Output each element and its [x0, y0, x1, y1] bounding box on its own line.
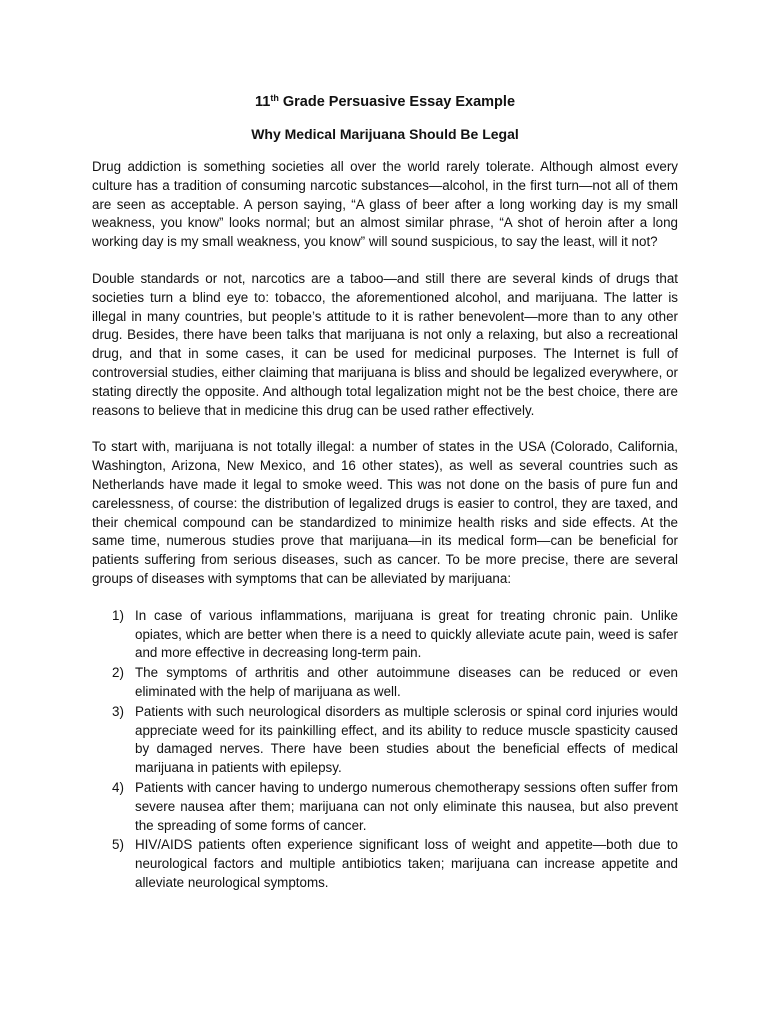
title-superscript: th: [270, 93, 279, 103]
list-item-text: The symptoms of arthritis and other autoimmune diseases can be reduced or even eliminated with the help of marijuana as well.: [135, 665, 678, 699]
list-item-number: 3): [112, 703, 124, 719]
list-item-number: 4): [112, 779, 124, 795]
document-page: [92, 92, 678, 894]
paragraph-3: To start with, marijuana is not totally illegal: a number of states in the USA (Colorado, California, Washington, Arizona, New Mexico, and 16 other states), as well as several countries such as Netherlands have made it legal to smoke weed. This was not done on the basis of pure fun and carelessness, of course: the distribution of legalized drugs is easier to control, they are taxed, and their chemical compound can be standardized to minimize health risks and side effects. At the same time, numerous studies prove that marijuana—in its medical form—can be beneficial for patients suffering from serious diseases, such as cancer. To be more precise, there are several groups of diseases with symptoms that can be alleviated by marijuana:: [92, 439, 678, 586]
list-item-text: In case of various inflammations, marijuana is great for treating chronic pain. Unlike opiates, which are better when there is a need to quickly alleviate acute pain, weed is safer and more effective in decreasing long-term pain.: [135, 607, 678, 661]
list-item: [92, 607, 678, 663]
list-item-number: 1): [112, 607, 124, 623]
list-item-number: 5): [112, 837, 124, 853]
list-item-text: Patients with cancer having to undergo numerous chemotherapy sessions often suffer from severe nausea after them; marijuana can not only eliminate this nausea, but also prevent the spreading of some forms of cancer.: [135, 779, 678, 833]
title-prefix: 11: [254, 94, 271, 110]
list-item: [92, 703, 678, 778]
paragraph-1: Drug addiction is something societies all over the world rarely tolerate. Although almost every culture has a tradition of consuming narcotic substances—alcohol, in the first turn—not all of them are seen as acceptable. A person saying, “A glass of beer after a long working day is my small weakness, you know” looks normal; but an almost similar phrase, “A shot of heroin after a long working day is my small weakness, you know” will sound suspicious, to say the least, will it not?: [92, 159, 678, 250]
document-subtitle: Why Medical Marijuana Should Be Legal: [251, 126, 519, 142]
paragraph-2: Double standards or not, narcotics are a taboo—and still there are several kinds of drugs that societies turn a blind eye to: tobacco, the aforementioned alcohol, and marijuana. The latter is illegal in many countries, but people’s attitude to it is rather benevolent—more than to any other drug. Besides, there have been talks that marijuana is not only a relaxing, but also a recreational drug, and that in some cases, it can be used for medicinal purposes. The Internet is full of controversial studies, either claiming that marijuana is bliss and should be legalized everywhere, or stating directly the opposite. And although total legalization might not be the best choice, there are reasons to believe that in medicine this drug can be used rather effectively.: [92, 270, 678, 418]
title-rest: Grade Persuasive Essay Example: [278, 94, 516, 110]
document-title: [92, 92, 678, 112]
list-item-number: 2): [112, 665, 124, 681]
list-item: [92, 779, 678, 835]
list-item: [92, 836, 678, 892]
list-item-text: HIV/AIDS patients often experience significant loss of weight and appetite—both due to neurological factors and multiple antibiotics taken; marijuana can increase appetite and alleviate neurological symptoms.: [135, 837, 678, 890]
list-item-text: Patients with such neurological disorders as multiple sclerosis or spinal cord injuries would appreciate weed for its painkilling effect, and its ability to reduce muscle spasticity caused by damaged nerves. There have been studies about the beneficial effects of medical marijuana in patients with epilepsy.: [135, 703, 678, 776]
symptom-list: [92, 607, 678, 893]
list-item: [92, 664, 678, 702]
